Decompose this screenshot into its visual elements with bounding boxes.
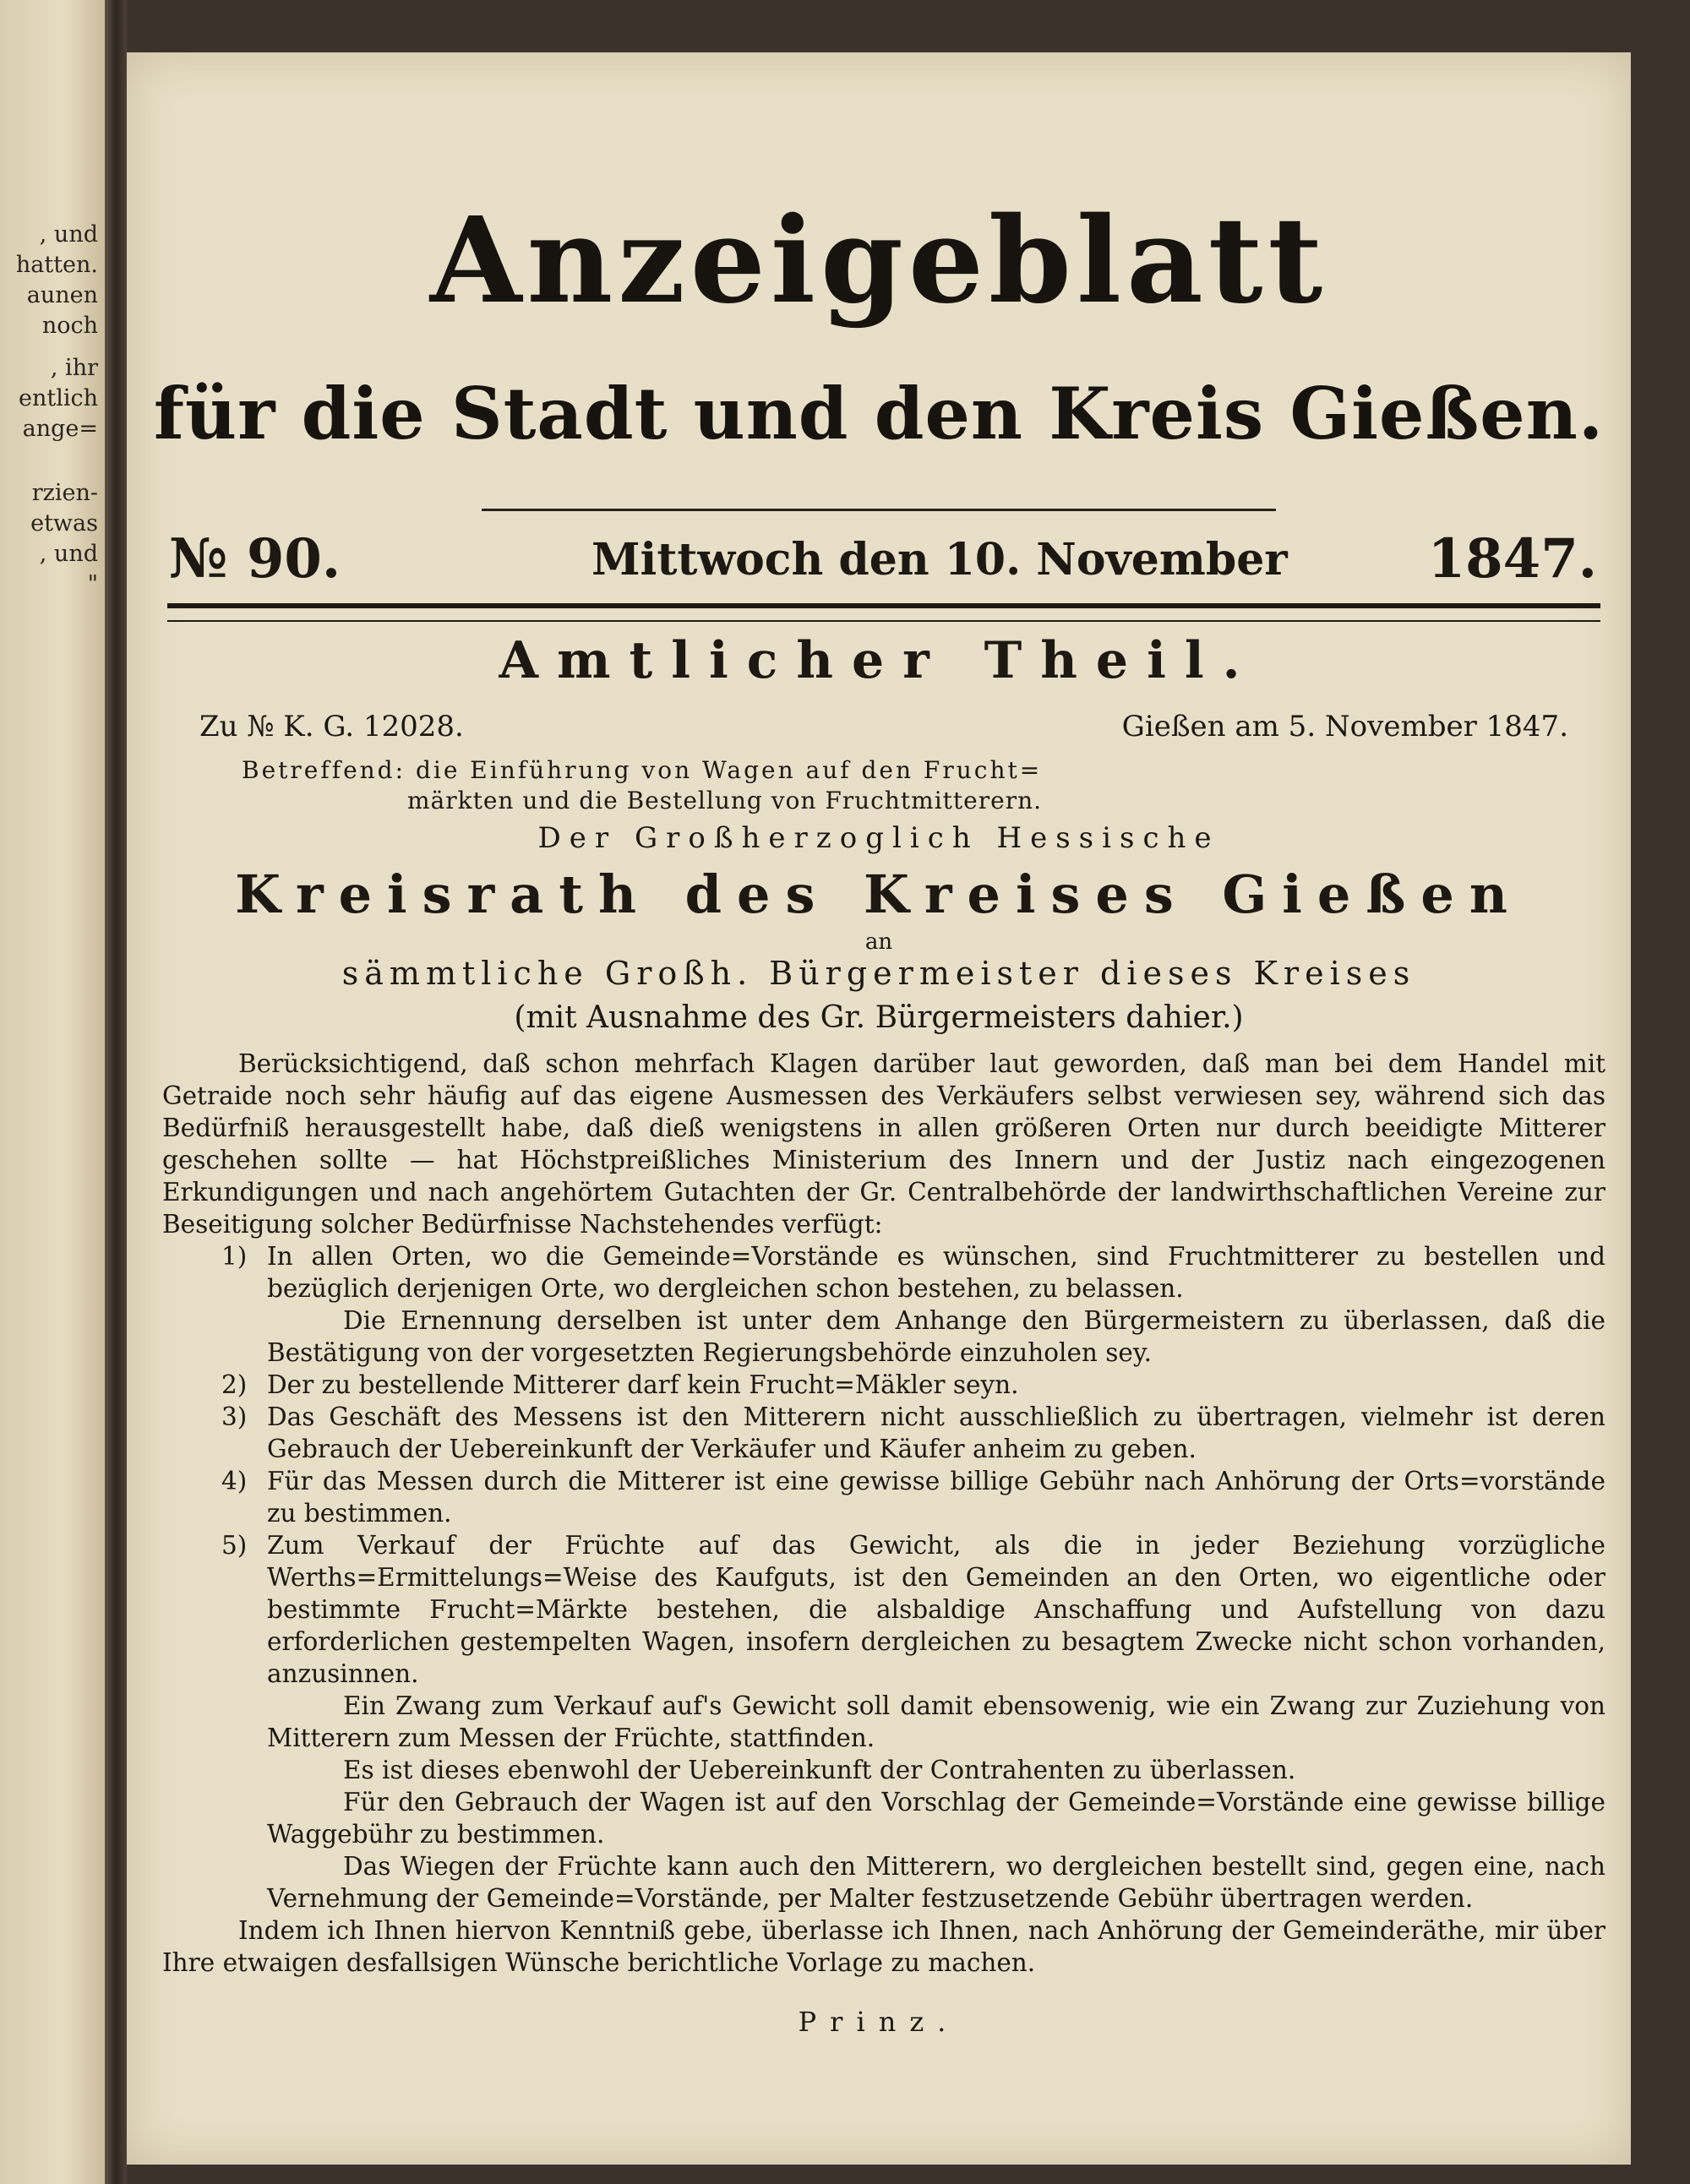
list-item	[162, 1401, 1606, 1465]
item-text: In allen Orten, wo die Gemeinde=Vorstände es wünschen, sind Fruchtmitterer zu bestellen und bezüglich derjenigen Orte, wo dergleichen schon bestehen, zu belassen.	[267, 1242, 1606, 1303]
subject-line-2: märkten und die Bestellung von Fruchtmitterern.	[407, 787, 1043, 814]
double-rule	[167, 603, 1600, 622]
prev-page-fragment: noch	[41, 313, 98, 339]
newspaper-page	[127, 52, 1631, 2165]
reference-line	[199, 710, 1568, 743]
closing-paragraph: Indem ich Ihnen hiervon Kenntniß gebe, überlasse ich Ihnen, nach Anhörung der Gemeinderäthe, mir über Ihre etwaigen desfallsigen Wünsche berichtliche Vorlage zu machen.	[162, 1916, 1606, 1977]
list-item	[162, 1529, 1606, 1690]
item-number: 4)	[221, 1467, 248, 1495]
prev-page-fragment: rzien-	[31, 480, 98, 506]
subject-line-1: die Einführung von Wagen auf den Frucht=	[415, 756, 1043, 784]
item-text: Der zu bestellende Mitterer darf kein Frucht=Mäkler seyn.	[267, 1370, 1019, 1399]
heading-authority: Der Großherzoglich Hessische	[537, 821, 1220, 855]
article-body	[162, 1048, 1606, 1979]
item-text: Zum Verkauf der Früchte auf das Gewicht, als die in jeder Beziehung vorzügliche Werths=Ermittelungs=Weise des Kaufguts, ist den Gemeinden an den Orten, wo eigentliche oder bestimmte Frucht=Märkte bestehen, die alsbaldige Anschaffung und Aufstellung von dazu erforderlichen gestempelten Wagen, insofern dergleichen zu besagtem Zwecke nicht schon vorhanden, anzusinnen.	[267, 1531, 1606, 1688]
item-number: 2)	[221, 1370, 248, 1399]
item-sub-paragraph: Für den Gebrauch der Wagen ist auf den Vorschlag der Gemeinde=Vorstände eine gewisse billige Waggebühr zu bestimmen.	[267, 1788, 1606, 1849]
section-title: Amtlicher Theil.	[499, 631, 1259, 690]
item-number: 5)	[221, 1531, 248, 1560]
prev-page-fragment: aunen	[26, 282, 98, 308]
issue-date: Mittwoch den 10. November	[592, 534, 1288, 585]
prev-page-fragment: ange=	[22, 416, 98, 442]
item-sub-paragraph: Die Ernennung derselben ist unter dem Anhange den Bürgermeistern zu überlassen, daß die Bestätigung von der vorgesetzten Regierungsbehörde einzuholen sey.	[267, 1306, 1606, 1367]
reference-place-date: Gießen am 5. November 1847.	[1121, 710, 1568, 743]
heading-title: Kreisrath des Kreises Gießen	[235, 863, 1523, 925]
item-sub-paragraph: Das Wiegen der Früchte kann auch den Mitterern, wo dergleichen bestellt sind, gegen eine, nach Vernehmung der Gemeinde=Vorstände, per Malter festzusetzende Gebühr übertragen werden.	[267, 1852, 1606, 1913]
item-sub-paragraph: Es ist dieses ebenwohl der Uebereinkunft der Contrahenten zu überlassen.	[343, 1756, 1296, 1784]
issue-year: 1847.	[1427, 527, 1597, 591]
masthead-subtitle: für die Stadt und den Kreis Gießen.	[153, 372, 1605, 455]
item-text: Das Geschäft des Messens ist den Mitterern nicht ausschließlich zu übertragen, vielmehr ist deren Gebrauch der Uebereinkunft der Verkäufer und Käufer anheim zu geben.	[267, 1402, 1606, 1463]
issue-number: № 90.	[169, 527, 341, 591]
prev-page-fragment: , ihr	[50, 355, 98, 381]
prev-page-fragment: hatten.	[15, 252, 98, 278]
heading-exception: (mit Ausnahme des Gr. Bürgermeisters dahier.)	[514, 1000, 1244, 1035]
heading-recipients: sämmtliche Großh. Bürgermeister dieses Kreises	[341, 955, 1416, 992]
subject-block	[242, 755, 1171, 816]
list-item	[162, 1240, 1606, 1304]
reference-number: Zu № K. G. 12028.	[199, 710, 464, 743]
item-sub-paragraph: Ein Zwang zum Verkauf auf's Gewicht soll damit ebensowenig, wie ein Zwang zur Zuziehung von Mitterern zum Messen der Früchte, stattfinden.	[267, 1691, 1606, 1752]
prev-page-fragment: etwas	[30, 510, 98, 536]
prev-page-fragment: "	[87, 571, 98, 597]
book-gutter	[105, 0, 127, 2184]
item-text: Für das Messen durch die Mitterer ist eine gewisse billige Gebühr nach Anhörung der Orts=vorstände zu bestimmen.	[267, 1467, 1606, 1528]
prev-page-fragment: , und	[39, 221, 98, 248]
previous-page-edge	[0, 0, 105, 2184]
issue-line	[169, 527, 1597, 603]
list-item	[162, 1369, 1606, 1401]
heading-an: an	[864, 929, 893, 955]
item-number: 1)	[221, 1242, 248, 1271]
masthead-rule	[482, 509, 1276, 511]
intro-paragraph: Berücksichtigend, daß schon mehrfach Klagen darüber laut geworden, daß man bei dem Handel mit Getraide noch sehr häufig auf das eigene Ausmessen des Verkäufers selbst verwiesen sey, während sich das Bedürfniß herausgestellt habe, daß dieß wenigstens in allen größeren Orten nur durch beeidigte Mitterer geschehen sollte — hat Höchstpreißliches Ministerium des Innern und der Justiz nach eingezogenen Erkundigungen und nach angehörtem Gutachten der Gr. Centralbehörde der landwirthschaftlichen Vereine zur Beseitigung solcher Bedürfnisse Nachstehendes verfügt:	[162, 1049, 1606, 1239]
item-number: 3)	[221, 1402, 248, 1431]
signature: Prinz.	[798, 2006, 960, 2038]
masthead-title: Anzeigeblatt	[429, 192, 1328, 330]
prev-page-fragment: , und	[39, 541, 98, 567]
subject-label: Betreffend:	[242, 756, 406, 784]
prev-page-fragment: entlich	[19, 385, 98, 411]
list-item	[162, 1465, 1606, 1529]
